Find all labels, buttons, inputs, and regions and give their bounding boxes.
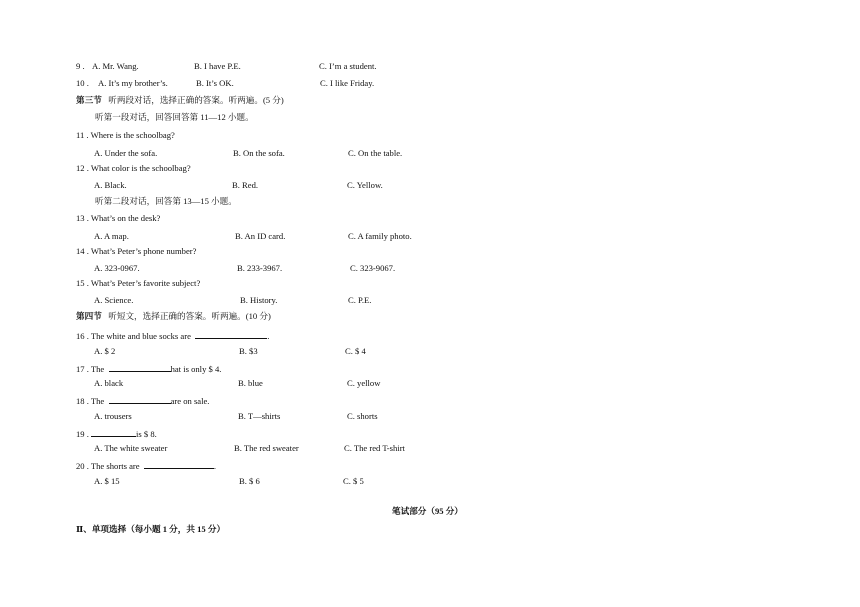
question-text-end: hat is only $ 4. xyxy=(170,364,222,374)
question-text-end: . xyxy=(267,331,270,341)
question-number: 16 xyxy=(76,331,85,341)
option-c: C. I’m a student. xyxy=(319,61,377,71)
question-number: 9 xyxy=(76,61,81,71)
question-text: The shorts are xyxy=(90,461,140,471)
question-number: 20 xyxy=(76,461,85,471)
option-c: C. 323-9067. xyxy=(350,263,396,273)
option-a: A. It’s my brother’s. xyxy=(98,78,168,88)
option-a: A. $ 2 xyxy=(94,346,116,356)
option-c: C. The red T-shirt xyxy=(344,443,405,453)
option-c: C. P.E. xyxy=(348,295,372,305)
answer-blank xyxy=(91,427,136,437)
option-b: B. T—shirts xyxy=(238,411,281,421)
question-number: 18 xyxy=(76,396,85,406)
question-16-stem: 16 . The white and blue socks are . xyxy=(76,331,270,341)
option-b: B. It’s OK. xyxy=(196,78,234,88)
option-a: A. $ 15 xyxy=(94,476,120,486)
option-b: B. Red. xyxy=(232,180,259,190)
section-3-header xyxy=(76,95,284,106)
question-text-end: is $ 8. xyxy=(136,429,157,439)
option-a: A. Under the sofa. xyxy=(94,148,158,158)
option-c: C. On the table. xyxy=(348,148,403,158)
option-b: B. I have P.E. xyxy=(194,61,241,71)
question-number: 14 xyxy=(76,246,85,256)
dialog-2-instruction: 听第二段对话，回答第 13—15 小题。 xyxy=(95,196,237,206)
question-text: Where is the schoolbag? xyxy=(90,130,175,140)
section-instruction: 听短文，选择正确的答案。听两遍。(10 分) xyxy=(108,311,271,321)
answer-blank xyxy=(109,362,171,372)
question-number: 15 xyxy=(76,278,85,288)
option-a: A. Science. xyxy=(94,295,134,305)
question-text-end: are on sale. xyxy=(170,396,210,406)
answer-blank xyxy=(195,329,270,341)
option-c: C. Yellow. xyxy=(347,180,383,190)
part-2-heading: Ⅱ、单项选择（每小题 1 分，共 15 分） xyxy=(76,524,226,534)
option-b: B. $ 6 xyxy=(239,476,260,486)
option-c: C. I like Friday. xyxy=(320,78,375,88)
option-b: B. The red sweater xyxy=(234,443,299,453)
section-heading: 第四节 xyxy=(76,311,102,321)
question-20-stem: 20 . The shorts are . xyxy=(76,461,217,471)
option-b: B. History. xyxy=(240,295,278,305)
option-b: B. An ID card. xyxy=(235,231,286,241)
question-text: The xyxy=(90,364,105,374)
option-b: B. On the sofa. xyxy=(233,148,285,158)
question-text: The xyxy=(90,396,105,406)
option-c: C. $ 5 xyxy=(343,476,364,486)
question-text: What’s Peter’s favorite subject? xyxy=(90,278,201,288)
section-heading: 第三节 xyxy=(76,95,102,105)
option-b: B. 233-3967. xyxy=(237,263,283,273)
answer-blank xyxy=(109,394,171,404)
question-number: 12 xyxy=(76,163,85,173)
question-18-stem: 18 . The are on sale. xyxy=(76,396,210,406)
dialog-1-instruction: 听第一段对话，回答回答第 11—12 小题。 xyxy=(95,112,254,122)
option-a: A. A map. xyxy=(94,231,129,241)
question-17-stem: 17 . The hat is only $ 4. xyxy=(76,364,222,374)
option-a: A. trousers xyxy=(94,411,132,421)
question-text: What’s on the desk? xyxy=(90,213,161,223)
question-12-stem: 12 . What color is the schoolbag? xyxy=(76,163,191,173)
option-c: C. $ 4 xyxy=(345,346,366,356)
option-a: A. 323-0967. xyxy=(94,263,140,273)
question-text: The white and blue socks are xyxy=(90,331,191,341)
option-a: A. Mr. Wang. xyxy=(92,61,139,71)
written-part-title: 笔试部分（95 分） xyxy=(392,506,463,516)
option-b: B. blue xyxy=(238,378,263,388)
option-a: A. Black. xyxy=(94,180,127,190)
question-text: What color is the schoolbag? xyxy=(90,163,191,173)
option-a: A. black xyxy=(94,378,124,388)
question-13-stem: 13 . What’s on the desk? xyxy=(76,213,161,223)
question-number: 11 xyxy=(76,130,85,140)
question-number: 10 xyxy=(76,78,85,88)
question-11-stem: 11 . Where is the schoolbag? xyxy=(76,130,175,140)
question-number: 13 xyxy=(76,213,85,223)
question-19-stem: 19 . is $ 8. xyxy=(76,429,157,439)
option-a: A. The white sweater xyxy=(94,443,168,453)
question-15-stem: 15 . What’s Peter’s favorite subject? xyxy=(76,278,201,288)
question-9-row: 9 . xyxy=(76,61,85,71)
section-instruction: 听两段对话，选择正确的答案。听两遍。(5 分) xyxy=(108,95,284,105)
question-text: What’s Peter’s phone number? xyxy=(90,246,197,256)
question-text-end: . xyxy=(213,461,217,471)
option-c: C. shorts xyxy=(347,411,378,421)
question-number: 17 xyxy=(76,364,85,374)
option-c: C. A family photo. xyxy=(348,231,412,241)
question-14-stem: 14 . What’s Peter’s phone number? xyxy=(76,246,197,256)
option-b: B. $3 xyxy=(239,346,258,356)
section-4-header xyxy=(76,311,271,322)
question-10-row: 10 . xyxy=(76,78,89,88)
question-number: 19 xyxy=(76,429,85,439)
option-c: C. yellow xyxy=(347,378,381,388)
